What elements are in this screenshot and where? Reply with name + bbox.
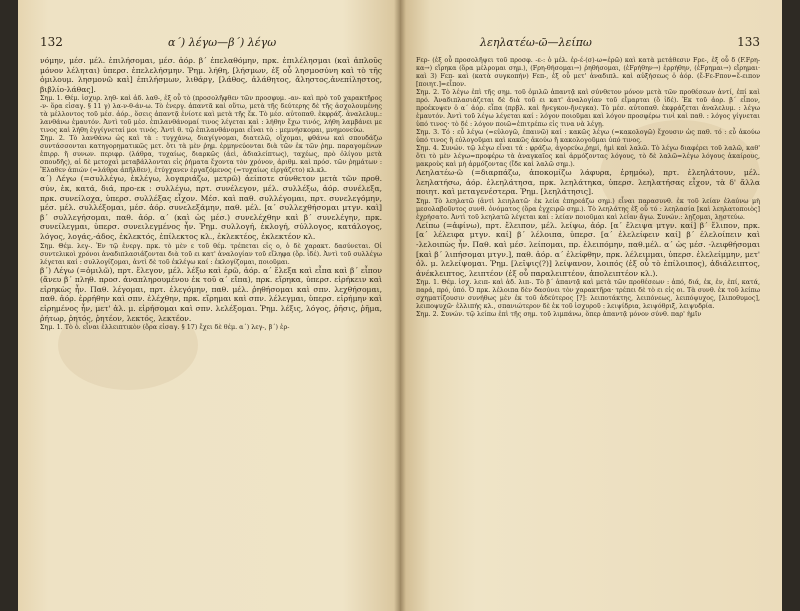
note: Σημ. 1. Θέμ. ἰσχυρ. ληθ- καὶ ἀδ. λαθ-, ἐξ οὗ τὸ (προσολῆφθεν τῶν προσφυμ. -αν- καὶ πρὸ τοῦ χαρακτῆρος -ν- ὅρα εἰσαγ. § 11 γ) λα-ν-θ-άν-ω. Τὸ ἐνεργ. ἀπαντᾶ καὶ οὕτω, μετὰ τῆς δεύτερης δὲ τῆς ἀσχολουμένης τὰ μέλλοντος τοῦ μέσ. ἀόρ., ὅσεις ἀπαντᾷ ἐνίοτε καὶ μετὰ τῆς ἔκ. Τὸ μέσ. αὐτοπαθ. ἐκφράζ. ἀναλελυμ.: λανθάνω ἐμαυτόν. Ἀντὶ τοῦ μέσ. ἐπιλανθάνομαί τινος λέγεται καὶ : λήθην ἔχω τινός, λήθη λαμβάνει με τινος καὶ λήθη ἐγγίγνεταί μοι τινός. Ἀντὶ θ. τῷ ἐπιλανθάνομαι εἶναι τὸ : μεμνήσκομαι, μνημονεύω. [40,94,382,135]
running-head: λεηλατέω-ῶ—λείπω [480,36,592,49]
right-page [400,0,782,611]
page-number: 133 [737,35,760,49]
paragraph: νόμην, μέσ. μέλ. ἐπιλήσομαι, μέσ. ἀόρ. β΄ ἐπελαθόμην, πρκ. ἐπιλέλησμαι (καὶ ἀπλοῦς μόνον λέληται) ὑπερσ. ἐπελελήσμην. Ῥημ. λήθη, [λήσμων, ἐξ οὗ λησμοσύνη καὶ τὸ τῆς ὁμιλουμ. λησμονῶ καὶ] ἐπιλήσμων, λιθάργ, [λάθος, ἀλάθητος, ἄληστος,ἀνεπίληστος, βιβλίο-λάθας]. [40,56,382,94]
entry-paragraph: α΄) Λέγω (=συλλέγω, ἐκλέγω, λογαριάζω, μετρῶ) ἀείποτε σύνθετον μετὰ τῶν προθ. σύν, ἐκ, κατά, διά, προ-εκ : συλλέγω, πρτ. συνέλεγον, μέλ. συλλέξω, ἀόρ. συνέλεξα, πρκ. συνείλοχα, ὑπερσ. συλλέξας εἶχον. Μέσ. καὶ παθ. συλλέγομαι, πρτ. συνελεγόμην, μέσ. μέλ. συλλέξομαι, μέσ. ἀόρ. συνελεξάμην, παθ. μέλ. [α΄ συλλεχθήσομαι μτγν. καὶ] β΄ συλλεγήσομαι, παθ. ἀόρ. α΄ (καὶ ὡς μέσ.) συνελέχθην καὶ β΄ συνελέγην, πρκ. συνείλεγμαι, ὑπερσ. συνειλεγμένος ἦν. Ῥημ. συλλογή, ἐκλογή, σύλλογος, κατάλογος, λόγος, λογάς,-άδος, ἐκλεκτός, ἐπίλεκτος κλ., ἐκλεκτέος, ἐκλεκτέον κλ. [40,174,382,241]
entry-paragraph: β΄) Λέγω (=ὁμιλῶ), πρτ. ἔλεγον, μέλ. λέξω καὶ ἐρῶ, ἀόρ. α΄ ἔλεξα καὶ εἶπα καὶ β΄ εἶπον (ἄνευ β΄ πληθ. προσ. ἀναπληρουμένου ἐκ τοῦ α΄ εἴπα), πρκ. εἴρηκα, ὑπερσ. εἰρήκειν καὶ εἰρηκὼς ἦν. Παθ. λέγομαι, πρτ. ἐλεγόμην, παθ. μέλ. ῥηθήσομαι καὶ σπν. λεχθήσομαι, παθ. ἀόρ. ἐρρήθην καὶ σπν. ἐλέχθην, πρκ. εἴρημαι καὶ σπν. λέλεγμαι, ὑπερσ. εἰρήμην καὶ εἰρημένος ἦν, μετ' ἀλ. μ. εἰρήσομαι καὶ σπν. λελέξομαι. Ῥημ. λέξις, λόγος, ῥῆσις, ῥῆμα, ῥήτωρ, ῥητός, ῥητέον, λεκτός, λεκτέον. [40,265,382,323]
note: Σημ. 2. Τὸ λανθάνω ὡς καὶ τὰ : τυγχάνω, διαγίγνομαι, διατελῶ, οἴχομαι, φθάνω καὶ σπουδάζω συντάσσονται κατηγορηματικῶς μετ. ὅτι τὰ μὲν ῥημ. ἑρμηνεύονται διὰ τῶν ἐκ τῶν ῥημ. παραγομένων ἐπιρρ. ἢ συνων. περιφρ. (λάθρα, τυχαίως, διαρκῶς (ἀεὶ, ἀδιαλείπτως), ταχέως, πρὸ ὀλίγου μετὰ σπουδῆς), αἱ δὲ μετοχαὶ μεταβάλλονται εἰς ῥήματα ἔχοντα τὸν χρόνον, ἀριθμ. καὶ πρόσ. τῶν ῥημάτων : Ἔλαθεν ἀπιών (=λάθρα ἀπῆλθεν), ἐτύγχανεν ἐργαζόμενος (=τυχαίως εἰργάζετο) κλ.κλ. [40,134,382,175]
note: Σημ. 2. Τὸ λέγω ἐπὶ τῆς σημ. τοῦ ὁμιλῶ ἀπαντᾷ καὶ σύνθετον μόνον μετὰ τῶν προθέσεων ἀντί, ἐπί καὶ πρό. Ἀναδιπλασιάζεται δὲ διὰ τοῦ ει κατ' ἀναλογίαν τοῦ εἴμαρται (ὅ ἰδέ). Ἐκ τοῦ ἀορ. β΄ εἶπον, προέκυψεν ὁ α΄ ἀόρ. εἶπα (πρβλ. καὶ ἤνεγκον-ἤνεγκα). Τὸ μέσ. αὐτοπαθ. ἐκφράζεται ἀναλελυμ. : λέγω ἐμαυτόν. Ἀντὶ τοῦ λέγω λέγεται καί : λόγον ποιοῦμαι καὶ λόγον προσφέρω τινὶ καὶ παθ. : λόγος γίγνεται ὑπό τινος· τὸ δέ : λόγον ποιῶ=ἐπιτρέπω εἰς τινα νὰ λέγῃ. [416,88,760,128]
note: Σημ. 2. Συνών. τῷ λείπω ἐπὶ τῆς σημ. τοῦ λιμπάνω, ὅπερ ἀπαντᾷ μόνον σύνθ. παρ' ἡμῖν [416,310,702,319]
note: Σημ. 1. Τὸ ὁ. εἶναι ἐλλειπτικὸν (ὅρα εἰσαγ. § 17) ἔχει δὲ θέμ. α΄) λεγ-, β΄) ἐρ- [40,323,290,332]
note: Σημ. 1. Θέμ. ἰσχ. λειπ- καὶ ἀδ. λιπ-. Τὸ β΄ ἀπαντᾷ καὶ μετὰ τῶν προθέσεων : ἀπό, διά, ἐκ, ἐν, ἐπί, κατά, παρά, πρό, ὑπό. Ὁ πρκ. λέλοιπα δὲν δασύνει τὸν χαρακτῆρα· τρέπει δὲ τὸ ει εἰς οι. Τὰ συνθ. ἐκ τοῦ λείπω σχηματίζουσιν συνήθως μὲν ἐκ τοῦ ἀδεύτερος [?]: λειποτάκτης, λειπόνεως, λειπόψυχος, [λιποθυμος], λειποψυχῶ· ἐλλιπής κλ., σπανιώτερον δὲ ἐκ τοῦ ἰσχυροῦ : λειψίδρια, λειψόθριξ, λειψυδρία. [416,278,760,311]
note: Σημ. 3. Τό : εὖ λέγω (=εὐλογῶ, ἐπαινῶ) καί : κακῶς λέγω (=κακολογῶ) ἔχουσιν ὡς παθ. τό : εὖ ἀκούω ὑπό τινος ἢ εὐλογοῦμαι καὶ κακῶς ἀκούω ἢ κακολογοῦμαι ὑπό τινος. [416,128,760,144]
left-page [18,0,400,611]
page-number: 132 [40,35,63,49]
entry-paragraph: Λεηλατέω-ῶ (=διαρπάζω, ἀποκομίζω λάφυρα, ἐρημόω), πρτ. ἐλεηλάτουν, μέλ. λεηλατήσω, ἀόρ. ἐλεηλάτησα, πρκ. λεηλάτηκα, ὑπερσ. λεηλατήσας εἶχον, τὰ δ' ἄλλα ποιητ. καὶ μεταγενέστερα. Ῥημ. [λεηλάτησις]. [416,168,760,197]
page-body [40,56,382,331]
entry-paragraph: Λείπω (=ἀφίνω), πρτ. ἔλειπον, μέλ. λείψω, ἀόρ. [α΄ ἔλειψα μτγν. καί] β΄ ἔλιπον, πρκ. [α΄ λέλειφα μτγν. καί] β΄ λέλοιπα, ὑπερσ. [α΄ ἐλελείφειν καί] β΄ ἐλελοίπειν καὶ -λελοιπὼς ἦν. Παθ. καὶ μέσ. λείπομαι, πρ. ἐλειπόμην, παθ.μέλ. α΄ ὡς μέσ. -λειφθήσομαι [καὶ β΄ λιπήσομαι μτγν.], παθ. ἀόρ. α΄ ἐλείφθην, πρκ. λέλειμμαι, ὑπερσ. ἐλελείμμην, μετ' ὀλ. μ. λελείψομαι. Ῥημ. [λεῖψις(?)] λείψανον, λοιπός (ἐξ οὗ τὸ ἐπίλοιπος), ἀδιάλειπτος, ἀνέκλειπτος, λειπτέον (ἐξ οὗ παραλειπτέον, ἀπολειπτέον κλ.). [416,220,760,278]
note: Σημ. 4. Συνών. τῷ λέγω εἶναι τά : φράζω, ἀγορεύω,ῥημί, ἡμὶ καὶ λαλῶ. Τὸ λέγω διαφέρει τοῦ λαλῶ, καθ' ὅτι τὸ μὲν λέγω=προφέρω τὰ ἀναγκαῖος καὶ ἁρμόζοντας λόγους, τὸ δὲ λαλῶ=λέγω λόγους ἀκαίρους, μακροὺς καὶ μὴ ἁρμόζοντας (ἴδε καὶ λαλῶ σημ.). [416,144,760,168]
book-gutter [394,0,406,611]
note: Σημ. Τὸ λεηλατῶ (ἀντὶ λειηλατῶ· ἐκ λεία ἐπηρεάζω σημ.) εἶναι παρασυνθ. ἐκ τοῦ λείαν ἐλαύνω μὴ μεσολαβοῦντος συνθ. ὀνόματος (ὅρα ἐγχειρῶ σημ.). Τὸ λεηλάτης ἐξ οὗ τό : λεηλασία [καὶ λεηλατοποιὸς] ἐχρήσατο. Ἀντὶ τοῦ λεηλατῶ λέγεται καί : λείαν ποιοῦμαι καὶ λείαν ἄγω. Συνών.: λῃζομαι, λῃστεύω. [416,196,760,221]
note: Σημ. Θέμ. λεγ-. Ἐν τῷ ἐνεργ. πρκ. τὸ μὲν ε τοῦ θέμ. τρέπεται εἰς ο, ὁ δὲ χαρακτ. δασύνεται. Οἱ συντελικοὶ χρόνοι ἀναδιπλασιάζονται διὰ τοῦ ει κατ' ἀναλογίαν τοῦ εἴληφα (ὅρ. ἰδέ). Ἀντὶ τοῦ συλλέγω λέγεται καί : συλλογίζομαι, ἀντὶ δὲ τοῦ ἐκλέγω καί : ἐκλογίζομαι, ποιοῦμαι. [40,241,382,266]
page-body [416,56,760,318]
running-head: α΄) λέγω—β΄) λέγω [168,36,277,49]
note: Fερ- (ἐξ οὗ προσολῆψει τοῦ προσφ. -ε-: ὁ μέλ. ἐρ-έ-(σ)-ω=ἐρῶ) καὶ κατὰ μετάθεσιν Fρε-, ἐξ οὗ δ (F.Fρη-κα→) εἴρηκα (ὅρα μέλρομαι σημ.), (Fρη-θήσομαι→) ῥηθήσομαι, (ἐFρήθην→) ἐρρήθην, (ἐFρημαι→) εἴρημαι· καὶ 3) Fεπ- καὶ (κατὰ συγκοπήν) Fεπ-, ἐξ οὗ μετ' ἀναδιπλ. καὶ αὐξήσεως ὁ ἀόρ. (ἔ-Fε-Fπον=ἔ-ειπον [ποιητ.]=εἶπον. [416,56,760,88]
